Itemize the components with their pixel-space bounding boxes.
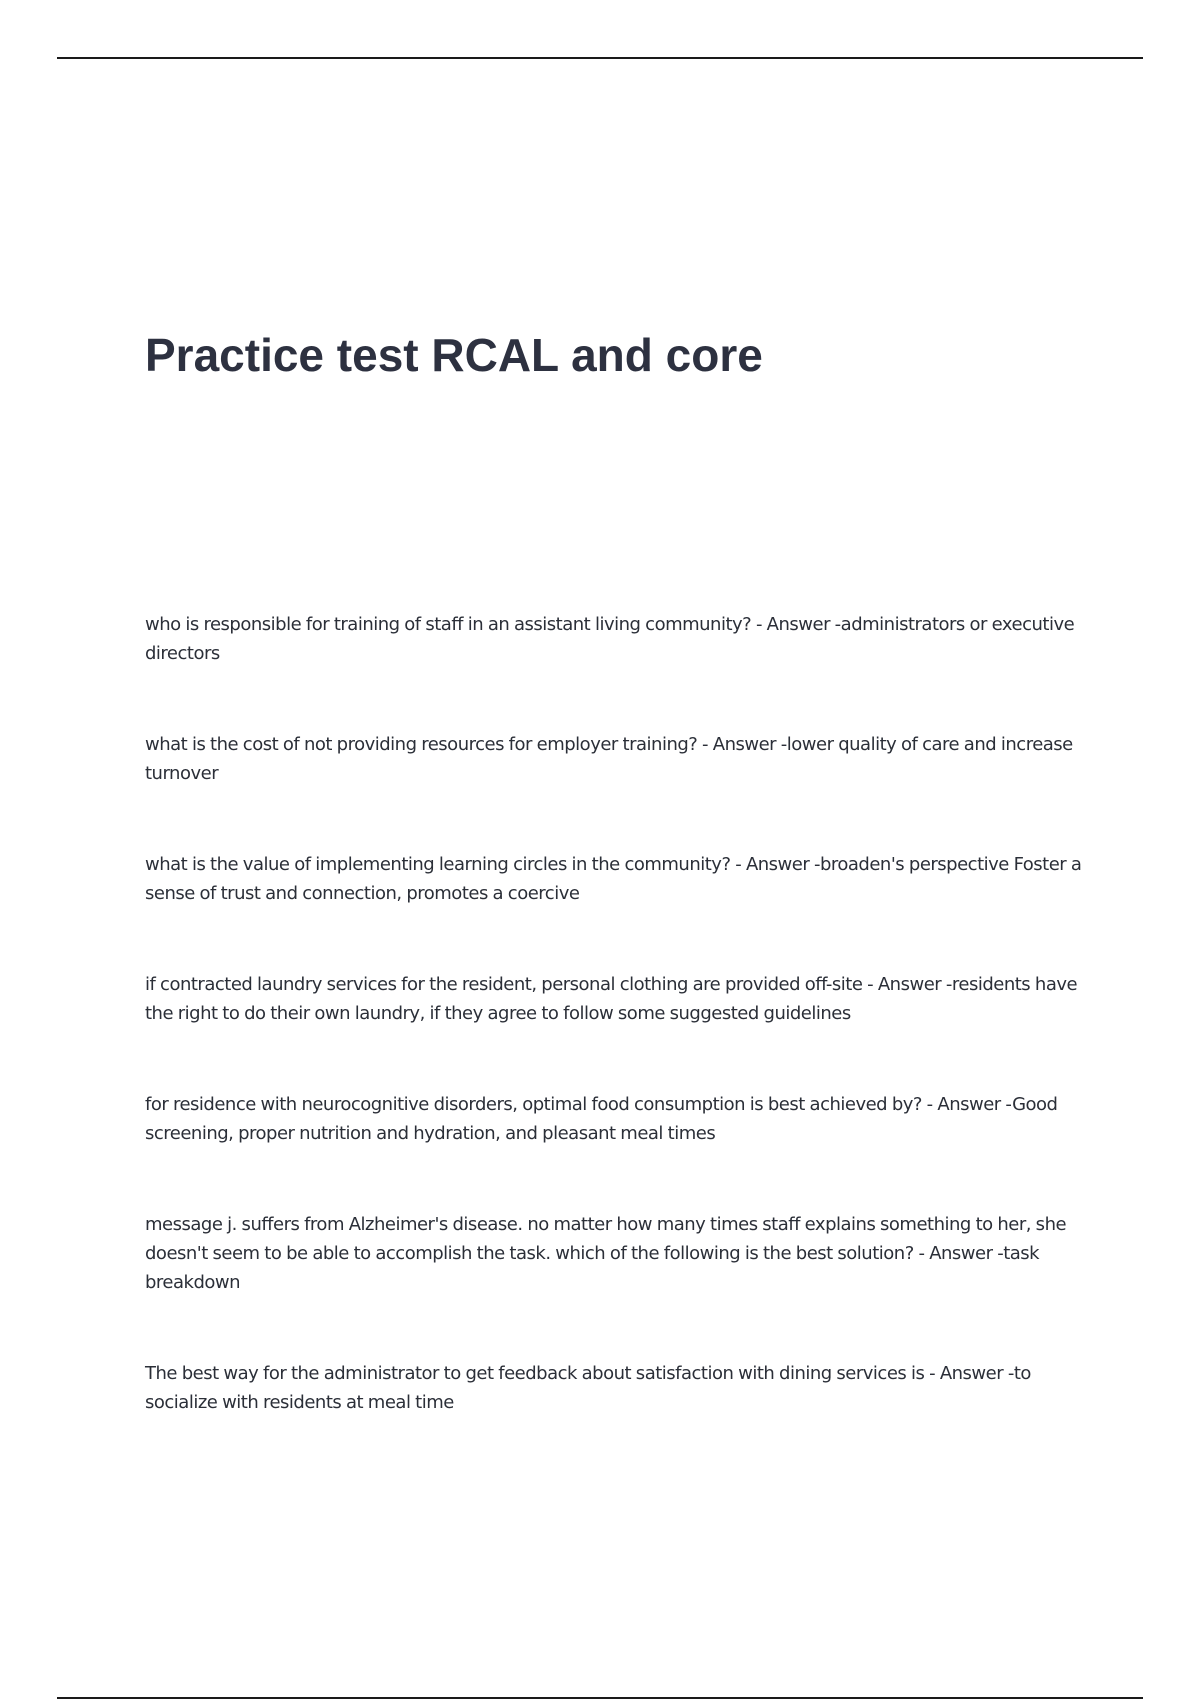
page-title: Practice test RCAL and core bbox=[145, 329, 763, 381]
qa-item-4: if contracted laundry services for the resident, personal clothing are provided off-site - Answer -residents have the right to do their own laundry, if they agree to follow some suggested guidelines bbox=[145, 974, 1078, 1024]
qa-list bbox=[145, 610, 1090, 1417]
qa-item-7: The best way for the administrator to get feedback about satisfaction with dining services is - Answer -to socialize with residents at meal time bbox=[145, 1363, 1031, 1413]
qa-item-1: who is responsible for training of staff in an assistant living community? - Answer -administrators or executive directors bbox=[145, 614, 1075, 664]
bottom-rule bbox=[57, 1697, 1143, 1699]
qa-item-3: what is the value of implementing learning circles in the community? - Answer -broaden's perspective Foster a sense of trust and connection, promotes a coercive bbox=[145, 854, 1082, 904]
qa-item-6: message j. suffers from Alzheimer's disease. no matter how many times staff explains something to her, she doesn't seem to be able to accomplish the task. which of the following is the best solution? - Answer -task breakdown bbox=[145, 1214, 1067, 1293]
top-rule bbox=[57, 57, 1143, 59]
qa-item-2: what is the cost of not providing resources for employer training? - Answer -lower quality of care and increase turnover bbox=[145, 734, 1073, 784]
qa-item-5: for residence with neurocognitive disorders, optimal food consumption is best achieved by? - Answer -Good screening, proper nutrition and hydration, and pleasant meal times bbox=[145, 1094, 1058, 1144]
